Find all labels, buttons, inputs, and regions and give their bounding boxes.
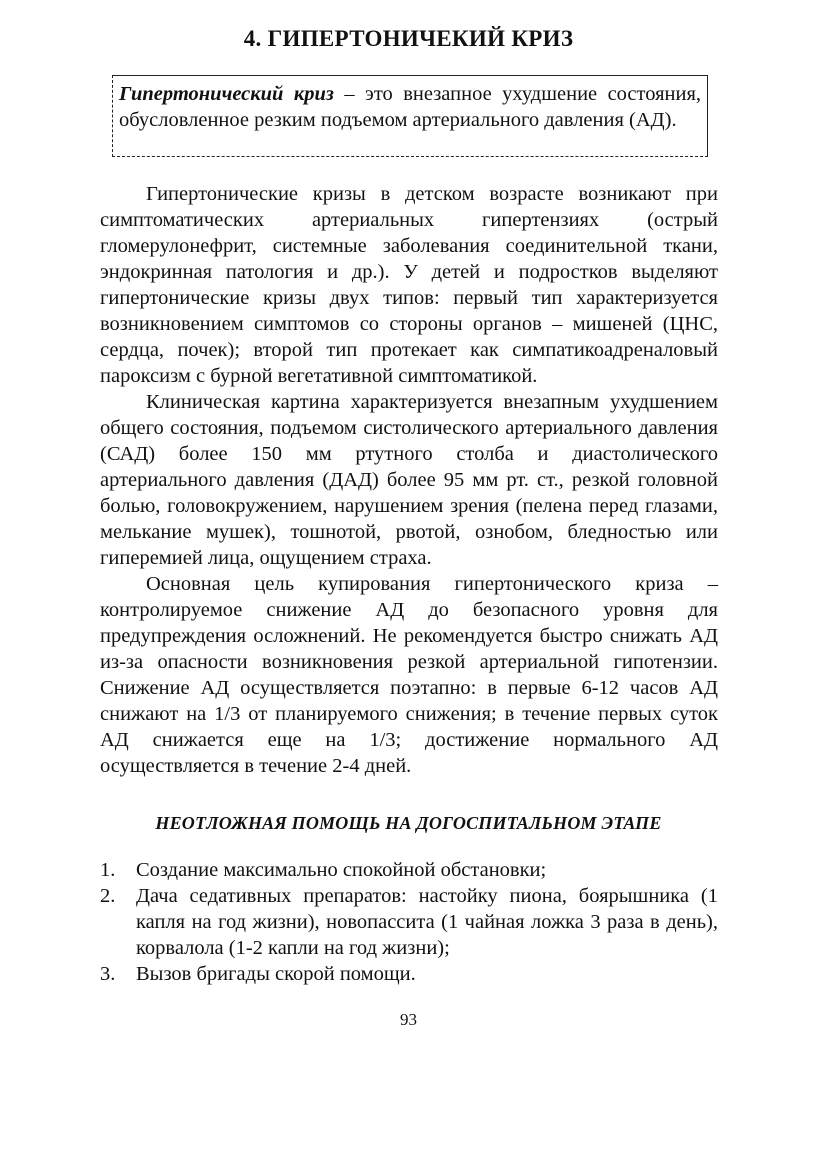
list-item — [100, 961, 718, 987]
list-item — [100, 857, 718, 883]
definition-text: – это внезапное ухудшение состояния, обусловленное резким подъемом артериального давления (АД). — [119, 83, 702, 131]
list-item-text: Создание максимально спокойной обстановки; — [136, 859, 547, 881]
paragraph-clinical-picture: Клиническая картина характеризуется внезапным ухудшением общего состояния, подъемом систолического артериального давления (САД) более 150 мм ртутного столба и диастолического артериального давления (ДАД) более 95 мм рт. ст., резкой головной болью, головокружением, нарушением зрения (пелена перед глазами, мелькание мушек), тошнотой, рвотой, ознобом, бледностью или гиперемией лица, ощущением страха. — [100, 391, 718, 569]
list-item-number: 1. — [100, 859, 116, 881]
section-heading-emergency: НЕОТЛОЖНАЯ ПОМОЩЬ НА ДОГОСПИТАЛЬНОМ ЭТАПЕ — [155, 813, 662, 833]
paragraph-treatment-goal: Основная цель купирования гипертонического криза – контролируемое снижение АД до безопасного уровня для предупреждения осложнений. Не рекомендуется быстро снижать АД из-за опасности возникновения резкой артериальной гипотензии. Снижение АД осуществляется поэтапно: в первые 6-12 часов АД снижают на 1/3 от планируемого снижения; в течение первых суток АД снижается еще на 1/3; достижение нормального АД осуществляется в течение 2-4 дней. — [100, 573, 718, 777]
emergency-steps-list — [100, 857, 718, 987]
chapter-title: 4. ГИПЕРТОНИЧЕКИЙ КРИЗ — [243, 26, 574, 51]
list-item-text: Вызов бригады скорой помощи. — [136, 963, 416, 985]
paragraph-etiology: Гипертонические кризы в детском возрасте возникают при симптоматических артериальных гипертензиях (острый гломерулонефрит, системные заболевания соединительной ткани, эндокринная патология и др.). У детей и подростков выделяют гипертонические кризы двух типов: первый тип характеризуется возникновением симптомов со стороны органов – мишеней (ЦНС, сердца, почек); второй тип протекает как симпатикоадреналовый пароксизм с бурной вегетативной симптоматикой. — [100, 183, 718, 387]
definition-box — [112, 75, 708, 157]
list-item-number: 3. — [100, 963, 116, 985]
body-text — [100, 181, 718, 779]
page-number: 93 — [400, 1010, 417, 1029]
list-item-text: Дача седативных препаратов: настойку пиона, боярышника (1 капля на год жизни), новопассита (1 чайная ложка 3 раза в день), корвалола (1-2 капли на год жизни); — [136, 885, 718, 959]
definition-term: Гипертонический криз — [119, 83, 334, 105]
list-item — [100, 883, 718, 961]
list-item-number: 2. — [100, 885, 116, 907]
